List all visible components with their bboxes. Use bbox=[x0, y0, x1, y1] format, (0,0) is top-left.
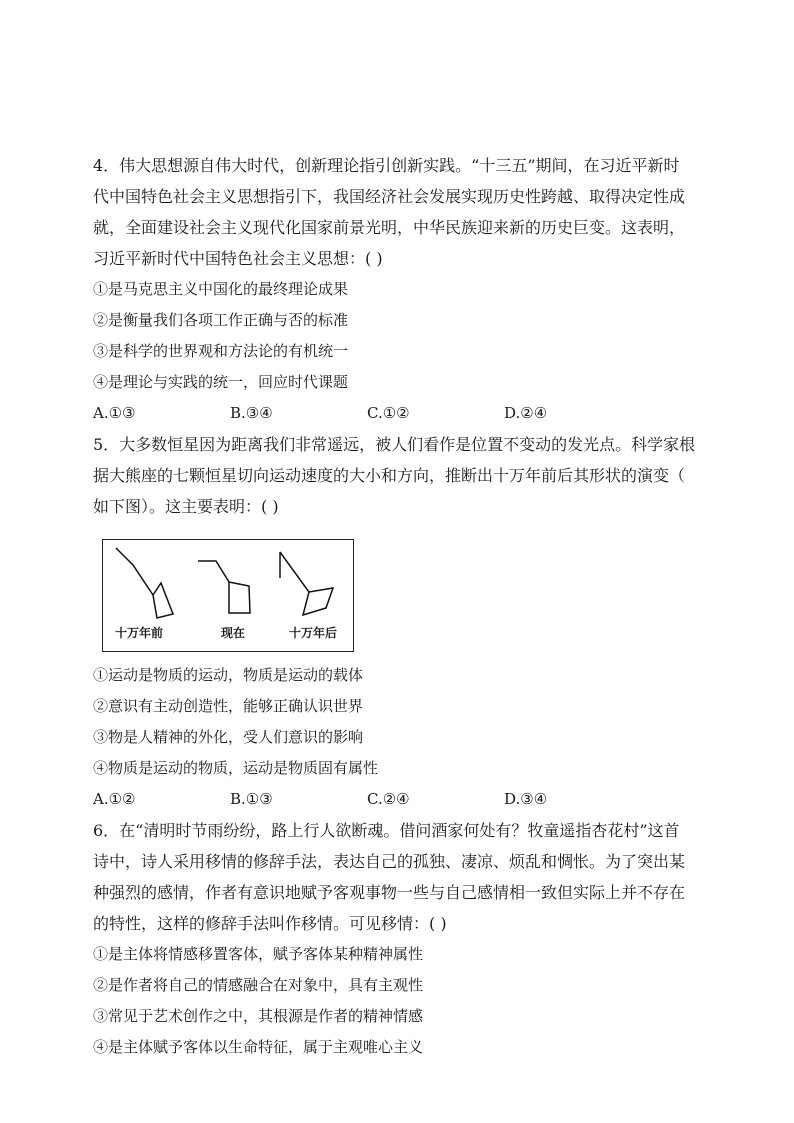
constellation-future bbox=[280, 552, 333, 615]
big-dipper-figure bbox=[102, 539, 354, 652]
question-stem-line: 诗中，诗人采用移情的修辞手法，表达自己的孤独、凄凉、烦乱和惆怅。为了突出某 bbox=[93, 852, 686, 871]
question-stem-line: 习近平新时代中国特色社会主义思想：( ) bbox=[93, 249, 383, 268]
question-6 bbox=[93, 815, 703, 1063]
answer-choices bbox=[93, 398, 703, 429]
constellation-past bbox=[116, 548, 173, 618]
statement-option: ③物是人精神的外化，受人们意识的影响 bbox=[93, 728, 364, 746]
constellation-present bbox=[198, 561, 250, 613]
question-stem-line: 如下图）。这主要表明：( ) bbox=[93, 497, 279, 516]
statement-option: ②是作者将自己的情感融合在对象中，具有主观性 bbox=[93, 976, 424, 994]
question-stem-line: 就，全面建设社会主义现代化国家前景光明，中华民族迎来新的历史巨变。这表明， bbox=[93, 218, 686, 237]
statement-option: ②意识有主动创造性，能够正确认识世界 bbox=[93, 697, 364, 715]
answer-choices bbox=[93, 784, 703, 815]
question-stem-line: 6．在“清明时节雨纷纷，路上行人欲断魂。借问酒家何处有？牧童遥指杏花村”这首 bbox=[93, 821, 680, 840]
choice-b: B.③④ bbox=[230, 404, 273, 422]
statement-option: ①是马克思主义中国化的最终理论成果 bbox=[93, 280, 349, 298]
choice-c: C.①② bbox=[367, 404, 410, 422]
statement-option: ②是衡量我们各项工作正确与否的标准 bbox=[93, 311, 349, 329]
question-stem-line: 的特性，这样的修辞手法叫作移情。可见移情：( ) bbox=[93, 914, 447, 933]
statement-option: ④是主体赋予客体以生命特征，属于主观唯心主义 bbox=[93, 1038, 424, 1056]
figure-label-past: 十万年前 bbox=[115, 626, 164, 640]
question-stem-line: 代中国特色社会主义思想指引下，我国经济社会发展实现历史性跨越、取得决定性成 bbox=[93, 187, 686, 206]
question-4 bbox=[93, 150, 703, 429]
exam-page bbox=[93, 150, 703, 1063]
question-stem-line: 4．伟大思想源自伟大时代，创新理论指引创新实践。“十三五”期间，在习近平新时 bbox=[93, 156, 680, 175]
question-5 bbox=[93, 429, 703, 815]
choice-d: D.②④ bbox=[504, 404, 548, 422]
statement-option: ①是主体将情感移置客体，赋予客体某种精神属性 bbox=[93, 945, 424, 963]
statement-option: ①运动是物质的运动，物质是运动的载体 bbox=[93, 666, 364, 684]
question-stem-line: 种强烈的感情，作者有意识地赋予客观事物一些与自己感情相一致但实际上并不存在 bbox=[93, 883, 686, 902]
choice-a: A.①③ bbox=[93, 404, 136, 422]
statement-option: ③是科学的世界观和方法论的有机统一 bbox=[93, 342, 349, 360]
question-stem-line: 据大熊座的七颗恒星切向运动速度的大小和方向，推断出十万年前后其形状的演变（ bbox=[93, 466, 686, 485]
statement-option: ③常见于艺术创作之中，其根源是作者的精神情感 bbox=[93, 1007, 424, 1025]
figure-label-future: 十万年后 bbox=[289, 626, 338, 640]
figure-label-present: 现在 bbox=[221, 626, 246, 640]
choice-a: A.①② bbox=[93, 790, 136, 808]
choice-b: B.①③ bbox=[230, 790, 273, 808]
choice-d: D.③④ bbox=[504, 790, 548, 808]
statement-option: ④是理论与实践的统一，回应时代课题 bbox=[93, 373, 349, 391]
question-stem-line: 5．大多数恒星因为距离我们非常遥远，被人们看作是位置不变动的发光点。科学家根 bbox=[93, 435, 696, 454]
choice-c: C.②④ bbox=[367, 790, 410, 808]
statement-option: ④物质是运动的物质，运动是物质固有属性 bbox=[93, 759, 379, 777]
